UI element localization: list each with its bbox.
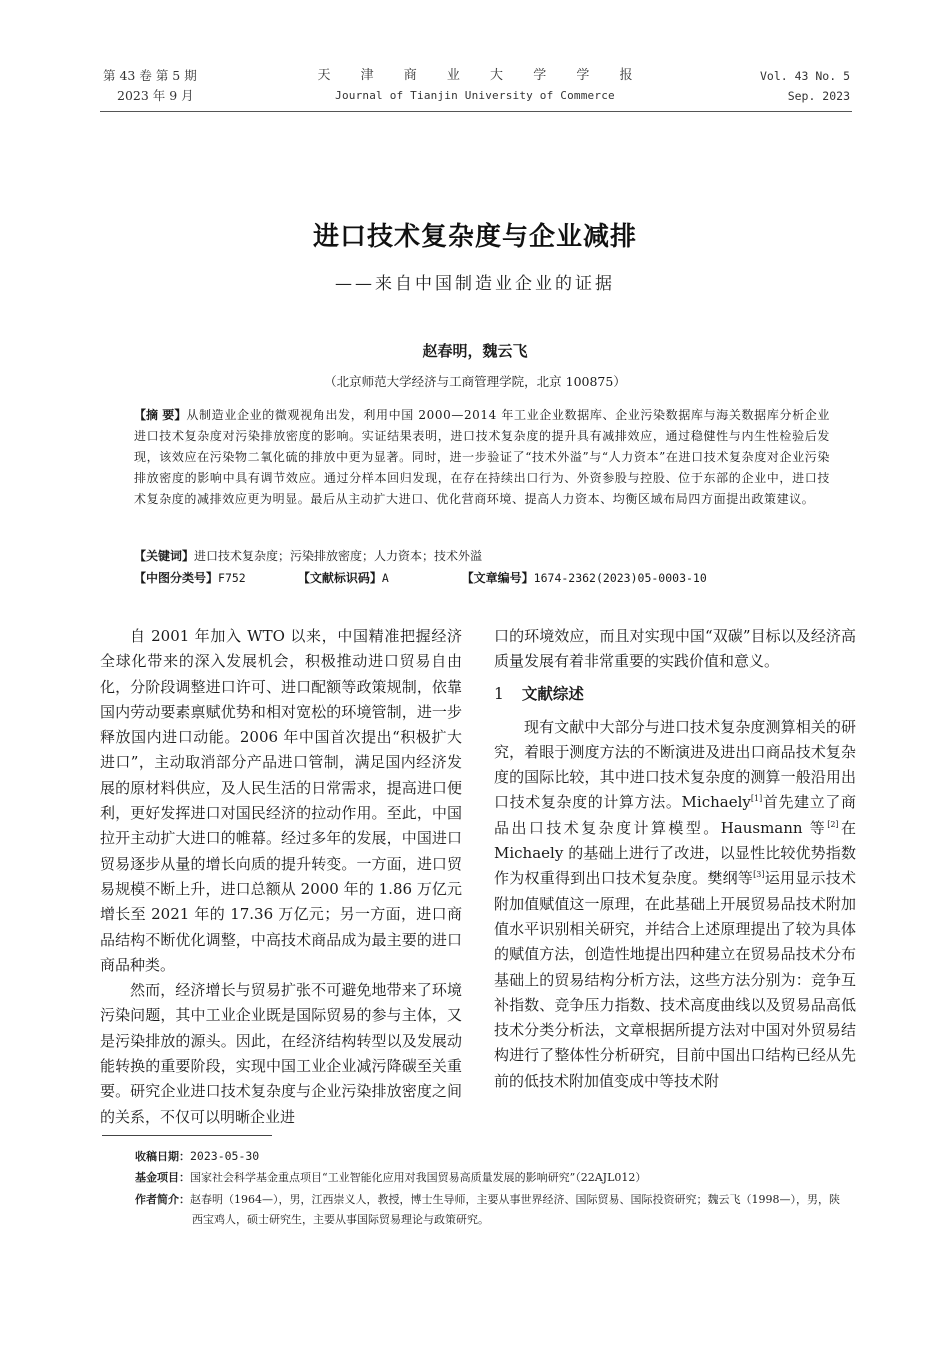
- footnote-rule: [102, 1135, 272, 1136]
- article-subtitle: ——来自中国制造业企业的证据: [335, 274, 615, 294]
- clc-value: F752: [218, 571, 246, 585]
- received-label: 收稿日期：: [135, 1150, 190, 1163]
- keywords-text: 进口技术复杂度；污染排放密度；人力资本；技术外溢: [194, 549, 483, 563]
- citation-ref[interactable]: [3]: [753, 870, 765, 880]
- doc-code-label: 【文献标识码】: [297, 571, 382, 585]
- footnote-received: [135, 1146, 855, 1167]
- volume-issue: 第 43 卷 第 5 期: [103, 68, 197, 83]
- body-right-column: [494, 624, 856, 1094]
- text-run: 现有文献中大部分与进口技术复杂度测算相关的研究，着眼于测度方法的不断演进及进出口商品技术复杂度的国际比较，其中进口技术复杂度的测算一般沿用出口技术复杂度的计算方法。Michaely: [494, 717, 856, 812]
- header-rule: [100, 111, 852, 112]
- footnote-bio: [135, 1190, 855, 1230]
- received-value: 2023-05-30: [190, 1149, 260, 1163]
- citation-ref[interactable]: [1]: [750, 794, 763, 804]
- classification-line: [134, 568, 830, 588]
- volume-en: Vol. 43 No. 5: [759, 69, 850, 83]
- article-authors: 赵春明，魏云飞: [422, 342, 528, 360]
- text-run: 首先建立了商品出口技术复杂度计算模型。Hausmann 等: [494, 793, 856, 837]
- doc-code-value: A: [381, 571, 389, 585]
- journal-name-en: Journal of Tianjin University of Commerce: [335, 89, 615, 102]
- text-run: 运用显示技术附加值赋值这一原理，在此基础上开展贸易品技术附加值水平识别相关研究，并结合上述原理提出了较为具体的赋值方法，创造性地提出四种建立在贸易品技术分布基础上的贸易结构分析方法，这些方法分别为：竞争互补指数、竞争压力指数、技术高度曲线以及贸易品高低技术分类分析法，文章根据所提方法对中国对外贸易结构进行了整体性分析研究，目前中国出口结构已经从先前的低技术附加值变成中等技术附: [494, 869, 856, 1090]
- article-number-label: 【文章编号】: [461, 571, 534, 585]
- body-left-column: [100, 624, 462, 1130]
- citation-ref[interactable]: [2]: [827, 819, 839, 829]
- bio-value-1: 赵春明（1964—），男，江西崇义人，教授，博士生导师，主要从事世界经济、国际贸易、国际投资研究；魏云飞（1998—），男，陕: [190, 1193, 840, 1206]
- abstract: [134, 405, 830, 510]
- bio-value-2: 西宝鸡人，硕士研究生，主要从事国际贸易理论与政策研究。: [192, 1213, 489, 1226]
- text-run: 在 Michaely 的基础上进行了改进，以显性比较优势指数作为权重得到出口技术复杂度。樊纲等: [494, 818, 856, 888]
- body-paragraph: 然而，经济增长与贸易扩张不可避免地带来了环境污染问题，其中工业企业既是国际贸易的参与主体，又是污染排放的源头。因此，在经济结构转型以及发展动能转换的重要阶段，实现中国工业企业减污降碳至关重要。研究企业进口技术复杂度与企业污染排放密度之间的关系，不仅可以明晰企业进: [100, 981, 462, 1126]
- section-number: 1: [494, 684, 504, 703]
- body-paragraph: [494, 715, 856, 1094]
- date-en: Sep. 2023: [787, 89, 850, 103]
- section-heading: [494, 683, 856, 705]
- fund-value: 国家社会科学基金重点项目“工业智能化应用对我国贸易高质量发展的影响研究”（22AJL012）: [190, 1171, 647, 1184]
- abstract-label: 【摘 要】: [134, 408, 187, 422]
- bio-label: 作者简介：: [135, 1193, 190, 1206]
- issue-date: 2023 年 9 月: [117, 88, 194, 103]
- keywords-label: 【关键词】: [134, 549, 195, 563]
- fund-label: 基金项目：: [135, 1171, 190, 1184]
- header-right: [760, 66, 850, 106]
- footnote-fund: [135, 1168, 855, 1188]
- abstract-text: 从制造业企业的微观视角出发，利用中国 2000—2014 年工业企业数据库、企业污染数据库与海关数据库分析企业进口技术复杂度对污染排放密度的影响。实证结果表明，进口技术复杂度的提升具有减排效应，通过稳健性与内生性检验后发现，该效应在污染物二氧化硫的排放中更为显著。同时，进一步验证了“技术外溢”与“人力资本”在进口技术复杂度对企业污染排放密度的影响中具有调节效应。通过分样本回归发现，在存在持续出口行为、外资参股与控股、位于东部的企业中，进口技术复杂度的减排效应更为明显。最后从主动扩大进口、优化营商环境、提高人力资本、均衡区域布局四方面提出政策建议。: [134, 408, 830, 506]
- section-title: 文献综述: [521, 684, 584, 703]
- article-affiliation: （北京师范大学经济与工商管理学院，北京 100875）: [324, 374, 626, 389]
- clc-label: 【中图分类号】: [134, 571, 219, 585]
- article-title: 进口技术复杂度与企业减排: [312, 222, 637, 252]
- body-paragraph: 自 2001 年加入 WTO 以来，中国精准把握经济全球化带来的深入发展机会，积极推动进口贸易自由化，分阶段调整进口许可、进口配额等政策规制，依靠国内劳动要素禀赋优势和相对宽松的环境管制，进一步释放国内进口动能。2006 年中国首次提出“积极扩大进口”，主动取消部分产品进口管制，满足国内经济发展的原材料供应，及人民生活的日常需求，提高进口便利，更好发挥进口对国民经济的拉动作用。至此，中国拉开主动扩大进口的帷幕。经过多年的发展，中国进口贸易逐步从量的增长向质的提升转变。一方面，进口贸易规模不断上升，进口总额从 2000 年的 1.86 万亿元增长至 2021 年的 17.36 万亿元；另一方面，进口商品结构不断优化调整，中高技术商品成为最主要的进口商品种类。: [100, 627, 462, 974]
- journal-name-cn: 天 津 商 业 大 学 学 报: [317, 68, 646, 83]
- article-number-value: 1674-2362(2023)05-0003-10: [533, 571, 707, 585]
- body-paragraph: 口的环境效应，而且对实现中国“双碳”目标以及经济高质量发展有着非常重要的实践价值和意义。: [494, 627, 856, 671]
- keywords: [134, 546, 482, 566]
